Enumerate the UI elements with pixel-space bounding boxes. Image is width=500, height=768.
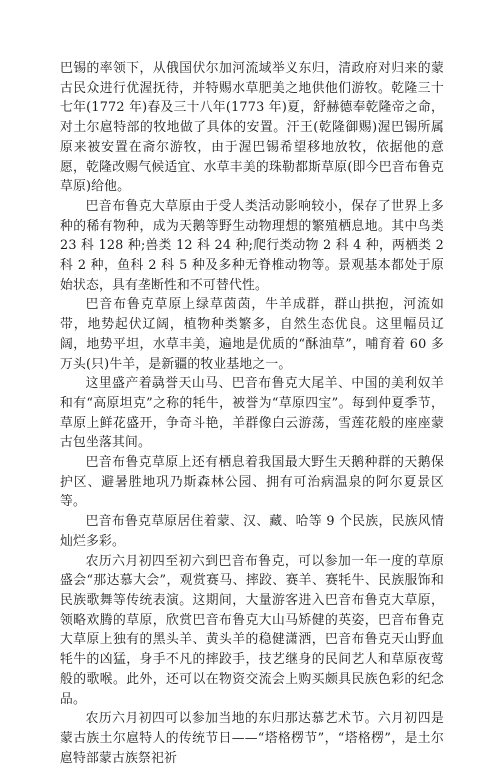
paragraph-6: 巴音布鲁克草原居住着蒙、汉、藏、哈等 9 个民族，民族风情灿烂多彩。	[60, 514, 444, 549]
paragraph-4: 这里盛产着骉誉天山马、巴音布鲁克大尾羊、中国的美利奴羊和有“高原坦克”之称的牦牛，被誉为“草原四宝”。每到仲夏季节，草原上鲜花盛开，争奇斗艳，羊群像白云游荡，雪莲花般的座座蒙古包坐落其间。	[60, 376, 444, 451]
paragraph-5: 巴音布鲁克草原上还有栖息着我国最大野生天鹅种群的天鹅保护区、避暑胜地巩乃斯森林公园、拥有可治病温泉的阿尔夏景区等。	[60, 455, 444, 510]
paragraph-7: 农历六月初四至初六到巴音布鲁克，可以参加一年一度的草原盛会“那达慕大会”，观赏赛马、摔跤、赛羊、赛牦牛、民族服饰和民族歌舞等传统表演。这期间，大量游客进入巴音布鲁克大草原，领略欢腾的草原，欣赏巴音布鲁克大山马矫健的英姿，巴音布鲁克大草原上独有的黑头羊、黄头羊的稳健潇洒，巴音布鲁克天山野血牦牛的凶猛，身手不凡的摔跤手，技艺继身的民间艺人和草原夜莺般的歌喉。此外，还可以在物资交流会上购买颇具民族色彩的纪念品。	[60, 553, 444, 707]
document-body	[60, 59, 444, 768]
paragraph-2: 巴音布鲁克大草原由于受人类活动影响较小，保存了世界上多种的稀有物种，成为天鹅等野生动物理想的繁殖栖息地。其中鸟类 23 科 128 种;兽类 12 科 24 种;爬行类动物 2 科 4 种，两栖类 2 科 2 种，鱼科 2 科 5 种及多种无脊椎动物等。景观基本都处于原始状态，具有垄断性和不可替代性。	[60, 198, 444, 293]
paragraph-8: 农历六月初四可以参加当地的东归那达慕艺术节。六月初四是蒙古族土尔扈特人的传统节日——“塔格楞节”，“塔格楞”，是土尔扈特部蒙古族祭祀祈	[60, 711, 444, 766]
paragraph-3: 巴音布鲁克草原上绿草茵茵，牛羊成群，群山拱抱，河流如带，地势起伏辽阔，植物种类繁多，自然生态优良。这里幅员辽阔，地势平坦，水草丰美，遍地是优质的“酥油草”，哺育着 60 多万头(只)牛羊，是新疆的牧业基地之一。	[60, 297, 444, 372]
paragraph-1: 巴锡的率领下，从俄国伏尔加河流域举义东归，清政府对归来的蒙古民众进行优渥抚待，并特赐水草肥美之地供他们游牧。乾隆三十七年(1772 年)春及三十八年(1773 年)夏，舒赫德奉乾隆帝之命，对土尔扈特部的牧地做了具体的安置。汗王(乾隆御赐)渥巴锡所属原来被安置在斋尔游牧，由于渥巴锡希望移地放牧，依据他的意愿，乾隆改赐气候适宜、水草丰美的珠勒都斯草原(即今巴音布鲁克草原)给他。	[60, 61, 444, 195]
